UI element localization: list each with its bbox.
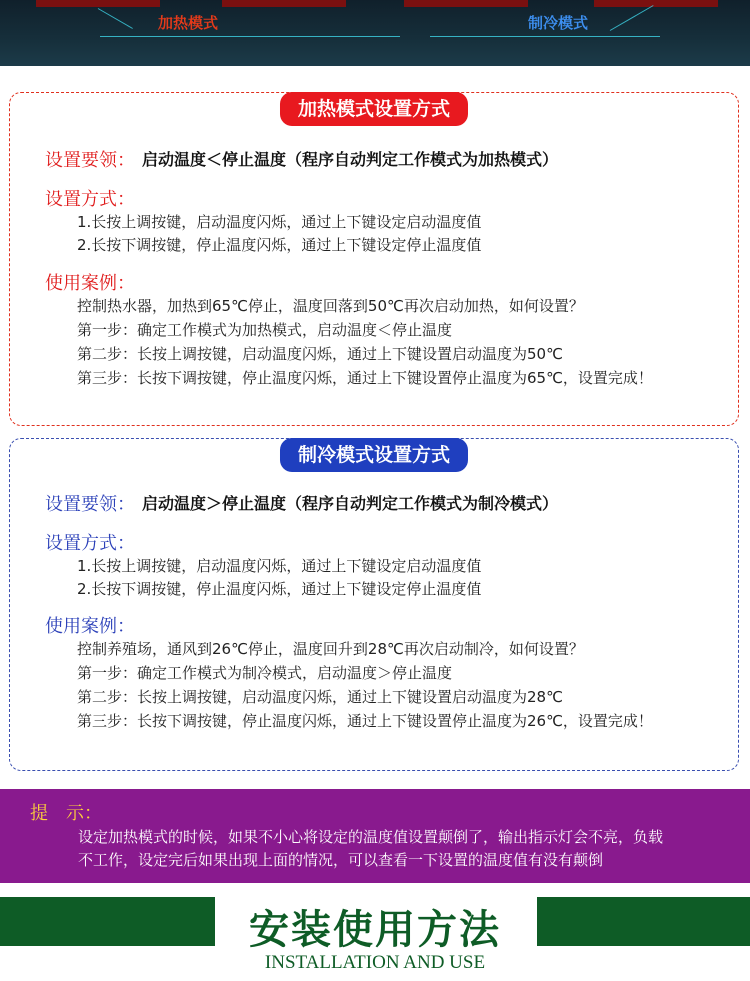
cool-method-label: 设置方式： xyxy=(45,533,135,554)
cool-method-1: 1.长按上调按键，启动温度闪烁，通过上下键设定启动温度值 xyxy=(77,557,482,575)
banner-bar xyxy=(594,0,718,7)
cool-case-step-2: 第二步：长按上调按键，启动温度闪烁，通过上下键设置启动温度为28℃ xyxy=(77,688,563,706)
banner-line xyxy=(610,5,654,31)
heat-case-step-3: 第三步：长按下调按键，停止温度闪烁，通过上下键设置停止温度为65℃，设置完成！ xyxy=(77,369,653,387)
heat-case-step-1: 第一步：确定工作模式为加热模式，启动温度＜停止温度 xyxy=(77,321,453,339)
banner-bar xyxy=(222,0,346,7)
tip-line-1: 设定加热模式的时候，如果不小心将设定的温度值设置颠倒了，输出指示灯会不亮，负载 xyxy=(78,828,664,846)
cool-case-label: 使用案例： xyxy=(45,616,135,637)
heat-case-label: 使用案例： xyxy=(45,273,135,294)
cool-key-label: 设置要领： xyxy=(45,494,135,515)
cool-case-step-3: 第三步：长按下调按键，停止温度闪烁，通过上下键设置停止温度为26℃，设置完成！ xyxy=(77,712,653,730)
banner-bar xyxy=(36,0,160,7)
heat-case-step-2: 第二步：长按上调按键，启动温度闪烁，通过上下键设置启动温度为50℃ xyxy=(77,345,563,363)
heat-method-label: 设置方式： xyxy=(45,189,135,210)
cool-method-2: 2.长按下调按键，停止温度闪烁，通过上下键设定停止温度值 xyxy=(77,580,482,598)
tip-title: 提 示： xyxy=(30,803,102,824)
heat-key-text: 启动温度＜停止温度（程序自动判定工作模式为加热模式） xyxy=(142,150,559,169)
cool-case-question: 控制养殖场，通风到26℃停止，温度回升到28℃再次启动制冷，如何设置？ xyxy=(77,640,584,658)
banner-heat-label: 加热模式 xyxy=(158,14,219,32)
heat-case-question: 控制热水器，加热到65℃停止，温度回落到50℃再次启动加热，如何设置？ xyxy=(77,297,584,315)
heat-method-2: 2.长按下调按键，停止温度闪烁，通过上下键设定停止温度值 xyxy=(77,236,482,254)
heat-method-1: 1.长按上调按键，启动温度闪烁，通过上下键设定启动温度值 xyxy=(77,213,482,231)
cool-case-step-1: 第一步：确定工作模式为制冷模式，启动温度＞停止温度 xyxy=(77,664,453,682)
banner-line xyxy=(98,8,133,29)
footer-subtitle: INSTALLATION AND USE xyxy=(264,952,486,973)
banner-line xyxy=(430,36,660,37)
cool-key-text: 启动温度＞停止温度（程序自动判定工作模式为制冷模式） xyxy=(142,494,559,513)
heat-key-label: 设置要领： xyxy=(45,150,135,171)
top-banner xyxy=(0,0,750,66)
banner-bar xyxy=(404,0,528,7)
tip-band xyxy=(0,789,750,883)
cool-section-title: 制冷模式设置方式 xyxy=(280,438,468,472)
heat-section-title: 加热模式设置方式 xyxy=(280,92,468,126)
tip-line-2: 不工作，设定完后如果出现上面的情况，可以查看一下设置的温度值有没有颠倒 xyxy=(78,851,604,869)
footer-title: 安装使用方法 xyxy=(249,907,501,953)
banner-cool-label: 制冷模式 xyxy=(528,14,589,32)
banner-line xyxy=(100,36,400,37)
